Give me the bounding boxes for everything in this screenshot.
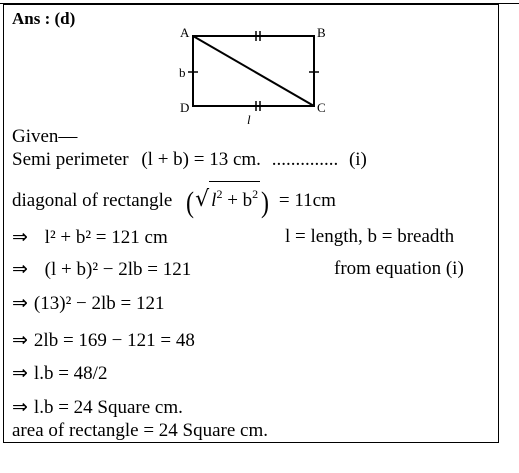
- semi-perimeter-dots: ..............: [271, 149, 339, 170]
- step-4-eq: 2lb = 169 − 121 = 48: [33, 330, 195, 351]
- side-label-b: b: [179, 65, 186, 80]
- step-4: [12, 329, 195, 352]
- implies-arrow-icon: ⇒: [12, 329, 28, 351]
- step-2: [12, 258, 191, 281]
- step-5: [12, 362, 107, 385]
- side-label-l: l: [247, 112, 251, 127]
- answer-heading: Ans : (d): [12, 9, 76, 28]
- step-6-eq: l.b = 24 Square cm.: [33, 397, 183, 418]
- vertex-label-B: B: [317, 25, 326, 40]
- implies-arrow-icon: ⇒: [12, 362, 28, 384]
- given-line: Given—: [12, 126, 78, 147]
- diagonal-radicand: $l^2 + b^2$: [209, 181, 260, 212]
- diagonal-line-text: diagonal of rectangle (√ $l^2 + b^2$ ) = 11cm: [12, 181, 336, 214]
- implies-arrow-icon: ⇒: [12, 226, 28, 248]
- sqrt-icon: √: [195, 187, 210, 212]
- implies-arrow-icon: ⇒: [12, 258, 28, 280]
- step-1-eq: l² + b² = 121 cm: [44, 227, 168, 248]
- step-2-eq: (l + b)² − 2lb = 121: [44, 259, 192, 280]
- semi-perimeter-line: [12, 149, 367, 171]
- vertex-label-A: A: [180, 25, 190, 40]
- semi-perimeter-eq: (l + b) = 13 cm.: [141, 149, 261, 170]
- step-1: [12, 226, 168, 249]
- step-2-note: from equation (i): [334, 258, 464, 279]
- semi-perimeter-text: Semi perimeter: [12, 149, 129, 170]
- step-3-eq: (13)² − 2lb = 121: [33, 293, 165, 314]
- implies-arrow-icon: ⇒: [12, 292, 28, 314]
- conclusion-line: area of rectangle = 24 Square cm.: [12, 420, 269, 441]
- step-1-note: l = length, b = breadth: [285, 226, 455, 247]
- vertex-label-C: C: [317, 100, 326, 115]
- step-6: [12, 396, 183, 419]
- semi-perimeter-ref: (i): [348, 149, 367, 170]
- step-3: [12, 292, 164, 315]
- implies-arrow-icon: ⇒: [12, 396, 28, 418]
- step-5-eq: l.b = 48/2: [33, 363, 108, 384]
- diagonal-text: diagonal of rectangle: [12, 190, 173, 211]
- diagonal-line: [193, 36, 314, 106]
- diagonal-value: = 11cm: [278, 190, 336, 211]
- vertex-label-D: D: [180, 100, 190, 115]
